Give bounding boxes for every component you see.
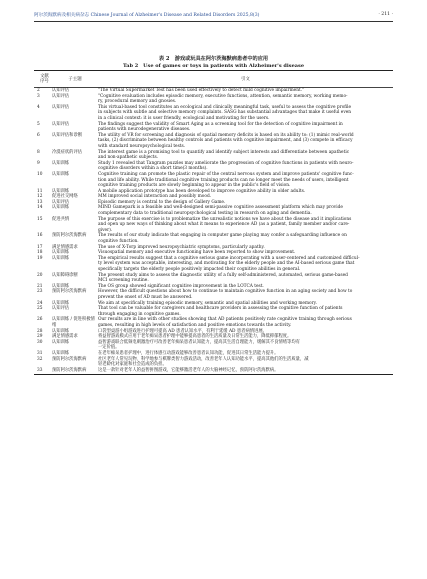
table-row [34, 150, 393, 161]
subtopic: 认知障碍诊断 [52, 272, 78, 278]
quote [98, 161, 393, 172]
quote-line: "Cognitive evaluation includes episodic memory, executive functions, attention, semantic memory, working memo- [98, 93, 348, 99]
quote-line: ry, procedural memory and gnosies. [98, 99, 177, 105]
subtopic: 认知评估 [52, 121, 70, 127]
quote-line: The utility of VR for screening and diagnosis of spatial memory deficits is based on its ability to: (1) mimic real-world [98, 132, 354, 138]
table-row [34, 289, 393, 300]
quote-line: tasks, (2) discriminate between healthy controls and patients with cognitive impairment, and (3) compete in efficacy [98, 138, 353, 144]
quote-line: MIND Gamepark is a feasible and well-designed semi-passive cognitive assessment platform which may provide [98, 205, 343, 211]
table-row [34, 161, 393, 172]
table-row [34, 317, 393, 328]
quote-line: The OS group showed significant cognitive improvement in the LOTCA test. [98, 283, 264, 289]
journal-title: 阿尔茨海默病及相关病杂志 Chinese Journal of Alzheimer's Disease and Related Disorders 2025,8(3) [34, 13, 260, 18]
quote-line: The results of our study indicate that engaging in computer game playing may confer a safeguarding influence on [98, 233, 347, 239]
ref-number: 14 [37, 205, 43, 211]
ref-number: 15 [37, 216, 43, 222]
table-row [34, 368, 393, 374]
ref-number: 9 [37, 160, 40, 166]
ref-number: 8 [37, 149, 40, 155]
quote-line: Episodic memory is central to the design of Gallery Game. [98, 199, 226, 205]
table-caption-cn: 表 2 游戏或玩具在阿尔茨海默病患者中的应用 [158, 56, 269, 62]
subtopic: 认知训练 [52, 300, 70, 306]
subtopic: 认知训练 [52, 339, 70, 345]
quote-line: Study 1 revealed that Tangram puzzles may ameliorate the progression of cognitive functions in patients with neuro- [98, 160, 354, 166]
quote-line: in subjects with subtle and selective memory complaints. SASG has substantial advantages that make it useful even [98, 110, 352, 116]
table-row [34, 340, 393, 351]
quote-line: MM improved social interaction and possibly mood. [98, 194, 212, 200]
quote-line: games, resulting in high levels of satisfaction and positive emotions towards the activity. [98, 322, 292, 328]
subtopic: 认知评估 [52, 104, 70, 110]
quote [98, 172, 393, 189]
table-header [34, 71, 393, 87]
table-row [34, 172, 393, 189]
quote-line: specifically targets the elderly people positively impacted their cognitive abilities in general. [98, 267, 301, 272]
ref-number: 18 [37, 250, 43, 256]
quote [98, 256, 393, 273]
ref-number: 17 [37, 244, 43, 250]
table-body [34, 88, 393, 373]
ref-number: 30 [37, 339, 43, 345]
quote [98, 150, 393, 161]
subtopic: 认知评估 [52, 306, 70, 312]
subtopic: 认知训练 [52, 160, 70, 166]
table-caption-en: Tab 2 Use of games or toys in patients with Alzheimer's disease [122, 63, 305, 69]
header-topic: 子主题 [68, 77, 82, 82]
quote-line: We aim at specifically training episodic memory, semantic and spatial abilities and working memory. [98, 300, 317, 306]
table-row [34, 133, 393, 150]
quote [98, 133, 393, 150]
subtopic: 认知训练 [52, 255, 70, 261]
table-row [34, 306, 393, 317]
ref-number: 16 [37, 233, 43, 239]
quote [98, 205, 393, 216]
quote-line: prevent the onset of AD must be answered. [98, 294, 193, 300]
quote-line: 益智游戏联合低频电刺激治疗可改善老年痴呆患者认知能力，提高其生活自理能力，缓解其不良情绪等均有 [98, 339, 300, 345]
quote-line: 社区老年人常见玩物、科学地参与棋牌类智力游戏活动，改善老年人认知功能水平，提高其他们的生活质量，减 [98, 356, 309, 362]
quote [98, 233, 393, 244]
ref-number: 2 [37, 88, 40, 93]
ref-number: 10 [37, 171, 43, 177]
table-row [34, 94, 393, 105]
quote-line: 一定价值。 [98, 345, 120, 351]
subtopic: 认知评估和诊断 [52, 132, 83, 138]
quote-line: with standard neuropsychological tests. [98, 143, 186, 149]
quote [98, 289, 393, 300]
table-row [34, 256, 393, 273]
subtopic: 认知评估 [52, 199, 70, 205]
ref-number: 23 [37, 289, 43, 295]
subtopic: 认知评估 [52, 88, 70, 93]
subtopic: 认知训练 [52, 328, 70, 334]
quote-line: 这是一款针对老年人的益智拼图游戏，它能够激活老年人的大脑神经记忆，预防阿尔茨海默病。 [98, 367, 279, 373]
quote-line: The empirical results suggest that a cognitive serious game incorporating with a user-centered and customized difficul- [98, 255, 360, 261]
ref-number: 25 [37, 306, 43, 312]
header-rule [34, 21, 393, 22]
quote [98, 340, 393, 351]
quote-line: and open up new ways of thinking about what it means to experience AD (as a patient, family member and/or care- [98, 222, 350, 228]
quote-line: "The Virtual Supermarket Test has been used effectively to detect mild cognitive impairment." [98, 88, 305, 93]
subtopic: 促进社交网络 [52, 194, 78, 200]
quote-line: Our results are in line with other studies showing that AD patients positively rate cognitive training through serious [98, 317, 352, 323]
subtopic: 认知训练 [52, 171, 70, 177]
bottom-rule [34, 374, 393, 375]
subtopic: 促进共情 [52, 216, 70, 222]
quote [98, 105, 393, 122]
quote-line: 将益智游戏模式应用于老年痴呆患者护理中能够提高患者的生活质量及日常生活能力，降低抑郁程度。 [98, 334, 292, 340]
quote-line: cognitive disorders within a short time(3 months). [98, 166, 208, 172]
quote-line: in a clinical context: it is user friendly, ecological and motivating for the users. [98, 115, 270, 121]
subtopic: 预防阿尔茨海默病 [52, 367, 87, 373]
ref-number: 29 [37, 334, 43, 340]
ref-number: 26 [37, 317, 43, 323]
quote-line: tion and life ability. While traditional cognitive training products can no longer meet the needs of users, intelligent [98, 177, 349, 183]
table-row [34, 205, 393, 216]
quote-line: Visuospatial memory and executive functioning have been reported to show improvement. [98, 250, 296, 256]
subtopic: 冷漠症状的评估 [52, 149, 83, 155]
subtopic: 认知训练 / 促进积极情绪 [52, 317, 95, 328]
quote-line: That tool can be valuable for caregivers and healthcare providers in assessing the cognitive function of patients [98, 306, 343, 312]
ref-number: 28 [37, 328, 43, 334]
header-quote: 引文 [241, 77, 250, 82]
header-ref-no [34, 74, 52, 84]
subtopic: 预防阿尔茨海默病 [52, 289, 87, 295]
quote [98, 306, 393, 317]
quote-line: ty level system was acceptable, interesting, and motivating for the elderly people and the AI-based serious game that [98, 261, 355, 267]
quote-line: through engaging in cognitive games. [98, 311, 181, 317]
ref-number: 31 [37, 350, 43, 356]
subtopic: 预防阿尔茨海默病 [52, 356, 87, 362]
ref-number: 21 [37, 283, 43, 289]
ref-number: 20 [37, 272, 43, 278]
ref-number: 3 [37, 93, 40, 99]
quote [98, 357, 393, 368]
ref-number: 24 [37, 300, 43, 306]
quote-line: Cognitive training can promote the plastic repair of the central nervous system and improve patients' cognitive func- [98, 171, 354, 177]
quote-line: The present study aims to assess the diagnostic utility of a fully self-administered, automated, serious game-based [98, 272, 348, 278]
quote-line: cognitive function. [98, 239, 139, 245]
quote [98, 217, 393, 234]
page-number: · 211 · [378, 12, 393, 17]
subtopic: 认知训练 [52, 188, 70, 194]
subtopic: 认知评估 [52, 93, 70, 99]
quote-line: patients with neurodegenerative diseases. [98, 127, 191, 133]
quote [98, 94, 393, 105]
quote-line: The use of X-Torp improved neuropsychiatric symptoms, particularly apathy. [98, 244, 265, 250]
quote-line: 轻老龄化对家庭和社会造成的负担。 [98, 362, 167, 368]
subtopic: 认知训练 [52, 250, 70, 256]
literature-table [34, 70, 393, 375]
table-row [34, 357, 393, 368]
quote-line: cognitive training products are slowly beginning to appear in the public's field of vision. [98, 183, 291, 189]
subtopic: 满足情感需求 [52, 244, 78, 250]
subtopic: 满足情感需求 [52, 334, 78, 340]
table-row [34, 217, 393, 234]
ref-number: 12 [37, 194, 43, 200]
quote-line: The interest game is a promising tool to quantify and identify subject interests and differentiate between apathetic [98, 149, 350, 155]
table-row [34, 233, 393, 244]
ref-number: 5 [37, 121, 40, 127]
quote-line: complementary data to traditional neuropsychological testing in research on aging and dementia. [98, 211, 312, 217]
quote [98, 368, 393, 374]
table-row [34, 122, 393, 133]
running-header [34, 12, 393, 20]
table-row [34, 105, 393, 122]
quote-line: giver). [98, 227, 113, 233]
quote-line: However, the difficult questions about how to continue to maintain cognitive function in an aging society and how to [98, 289, 353, 295]
ref-number: 6 [37, 132, 40, 138]
quote-line: 口袋型桌游小组游戏进行护理可提高 AD 患者认知水平，有利于延缓 AD 患者病情进展。 [98, 328, 267, 334]
ref-number: 4 [37, 104, 40, 110]
ref-number: 11 [37, 188, 43, 194]
quote-line: The findings suggest the validity of Smart Aging as a screening tool for the detection of cognitive impairment in [98, 121, 343, 127]
ref-number: 19 [37, 255, 43, 261]
quote-line: 在老年痴呆患者护理中，进行体感互动游戏能够改善患者认知功能，促进其日常生活能力提升。 [98, 350, 279, 356]
subtopic: 认知训练 [52, 205, 70, 211]
header-ref-no-line: 序号 [40, 79, 49, 84]
quote [98, 122, 393, 133]
ref-number: 33 [37, 367, 43, 373]
header-ref-no-line: 文献 [40, 74, 49, 79]
subtopic: 认知训练 [52, 350, 70, 356]
quote-line: This virtual-based tool constitutes an ecological and clinically meaningful task, useful to assess the cognitive profile [98, 104, 352, 110]
quote-line: MCI screening routine. [98, 278, 149, 284]
quote-line: and non-apathetic subjects. [98, 155, 159, 161]
subtopic: 认知训练 [52, 283, 70, 289]
subtopic: 预防阿尔茨海默病 [52, 233, 87, 239]
quote-line: A mobile application prototype has been developed to improve cognitive ability in older adults. [98, 188, 306, 194]
ref-number: 32 [37, 356, 43, 362]
quote-line: The purpose of this exercise is to problematize the unrealistic notions we have about the disease and it implications [98, 216, 352, 222]
table-row [34, 273, 393, 284]
quote [98, 317, 393, 328]
ref-number: 13 [37, 199, 43, 205]
quote [98, 273, 393, 284]
